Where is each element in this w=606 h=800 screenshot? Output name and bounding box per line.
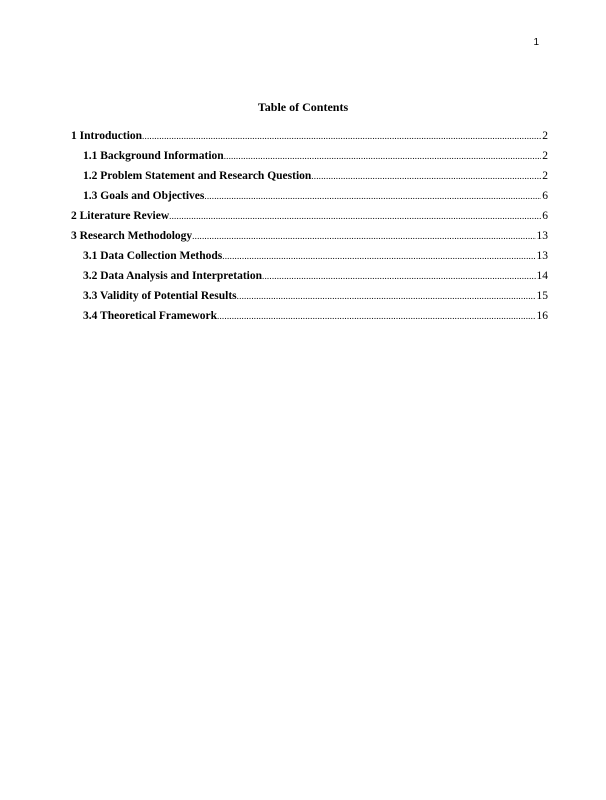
toc-entry-label: 3.1 Data Collection Methods [83,250,223,262]
toc-entry-theoretical-framework[interactable] [71,306,548,326]
toc-entry-page: 16 [536,310,548,322]
toc-entry-label: 3 Research Methodology [71,230,193,242]
toc-entry-data-collection-methods[interactable] [71,246,548,266]
toc-entry-page: 2 [542,130,548,142]
toc-entry-page: 6 [542,190,548,202]
dot-leader [169,206,541,226]
toc-entry-page: 13 [536,250,548,262]
toc-entry-data-analysis[interactable] [71,266,548,286]
toc-entry-background-information[interactable] [71,146,548,166]
dot-leader [224,146,542,166]
toc-entry-goals-and-objectives[interactable] [71,186,548,206]
toc-entry-page: 2 [542,170,548,182]
toc-entry-page: 14 [536,270,548,282]
toc-entry-label: 1.3 Goals and Objectives [83,190,205,202]
toc-entry-introduction[interactable] [71,126,548,146]
dot-leader [192,226,535,246]
toc-entry-label: 3.4 Theoretical Framework [83,310,218,322]
toc-entry-literature-review[interactable] [71,206,548,226]
toc-entry-label: 2 Literature Review [71,210,170,222]
dot-leader [222,246,535,266]
toc-title: Table of Contents [257,100,349,114]
toc-entry-page: 13 [536,230,548,242]
dot-leader [262,266,535,286]
toc-entry-label: 1.2 Problem Statement and Research Question [83,170,312,182]
dot-leader [311,166,541,186]
dot-leader [237,286,536,306]
table-of-contents [71,126,548,326]
toc-entry-label: 3.3 Validity of Potential Results [83,290,237,302]
toc-entry-research-methodology[interactable] [71,226,548,246]
dot-leader [142,126,541,146]
toc-entry-page: 2 [542,150,548,162]
toc-entry-page: 15 [536,290,548,302]
dot-leader [204,186,541,206]
dot-leader [217,306,535,326]
toc-entry-label: 3.2 Data Analysis and Interpretation [83,270,263,282]
toc-entry-label: 1 Introduction [71,130,143,142]
page-number: 1 [533,37,539,48]
toc-entry-problem-statement[interactable] [71,166,548,186]
toc-entry-label: 1.1 Background Information [83,150,224,162]
toc-entry-page: 6 [542,210,548,222]
toc-entry-validity-of-results[interactable] [71,286,548,306]
